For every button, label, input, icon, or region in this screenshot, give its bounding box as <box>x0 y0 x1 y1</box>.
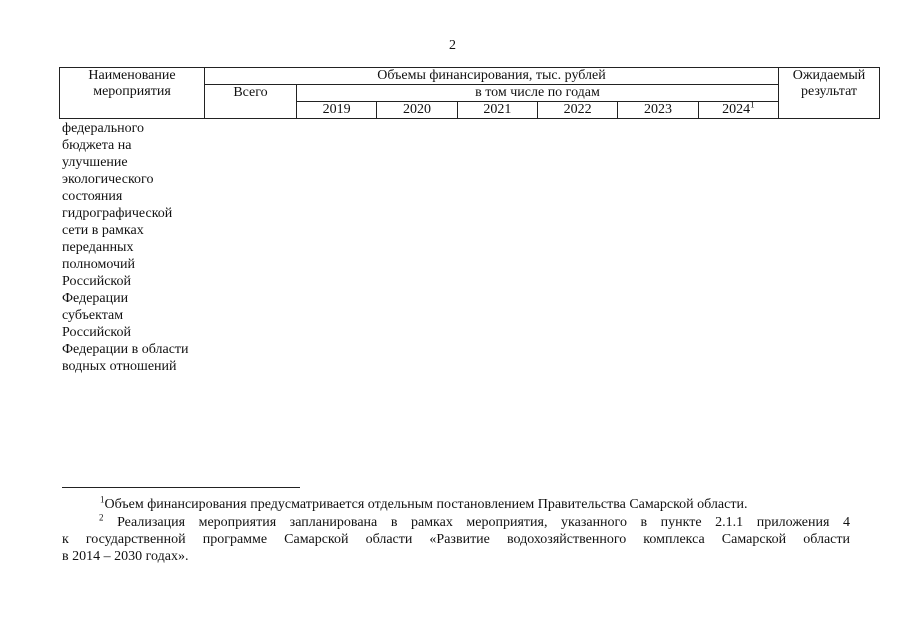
description-line: федерального <box>62 121 145 136</box>
footnote-separator <box>62 487 300 488</box>
header-total: Всего <box>205 85 297 119</box>
funding-table-header <box>59 67 880 119</box>
description-line: Российской <box>62 325 131 340</box>
description-line: улучшение <box>62 155 128 170</box>
header-activity-name: Наименование мероприятия <box>60 68 205 119</box>
footnote-2-line-1 <box>62 514 850 531</box>
header-by-years: в том числе по годам <box>297 85 779 102</box>
footnote-2-line-3: в 2014 – 2030 годах». <box>62 549 189 564</box>
description-line: водных отношений <box>62 359 177 374</box>
footnote-2 <box>62 514 850 565</box>
footnote-1-mark: 1 <box>100 494 105 505</box>
description-line: бюджета на <box>62 138 132 153</box>
footnote-1-text: Объем финансирования предусматривается отдельным постановлением Правительства Самарской области. <box>104 497 748 512</box>
description-line: субъектам <box>62 308 124 323</box>
year-2024-footnote-mark: 1 <box>750 99 755 110</box>
description-line: полномочий <box>62 257 136 272</box>
footnote-2-mark: 2 <box>99 512 104 523</box>
footnote-2-text-1: Реализация мероприятия запланирована в рамках мероприятия, указанного в пункте 2.1.1 приложения 4 <box>117 515 851 530</box>
description-line: сети в рамках <box>62 223 144 238</box>
description-line: экологического <box>62 172 154 187</box>
header-year-2020: 2020 <box>377 102 457 119</box>
description-line: Российской <box>62 274 131 289</box>
header-year-2019: 2019 <box>297 102 377 119</box>
activity-description <box>62 120 189 375</box>
footnote-1 <box>100 496 747 513</box>
description-line: переданных <box>62 240 134 255</box>
description-line: состояния <box>62 189 123 204</box>
header-year-2023: 2023 <box>618 102 698 119</box>
description-line: Федерации в области <box>62 342 189 357</box>
page-number: 2 <box>449 38 456 53</box>
header-expected-result: Ожидаемый результат <box>779 68 880 119</box>
header-year-2022: 2022 <box>537 102 617 119</box>
header-year-2021: 2021 <box>457 102 537 119</box>
header-funding-volumes: Объемы финансирования, тыс. рублей <box>205 68 779 85</box>
description-line: Федерации <box>62 291 129 306</box>
header-year-2024 <box>698 99 778 119</box>
description-line: гидрографической <box>62 206 173 221</box>
year-2024-label: 2024 <box>722 102 751 117</box>
footnote-2-line-2: к государственной программе Самарской области «Развитие водохозяйственного комплекса Самарской области <box>62 532 850 547</box>
